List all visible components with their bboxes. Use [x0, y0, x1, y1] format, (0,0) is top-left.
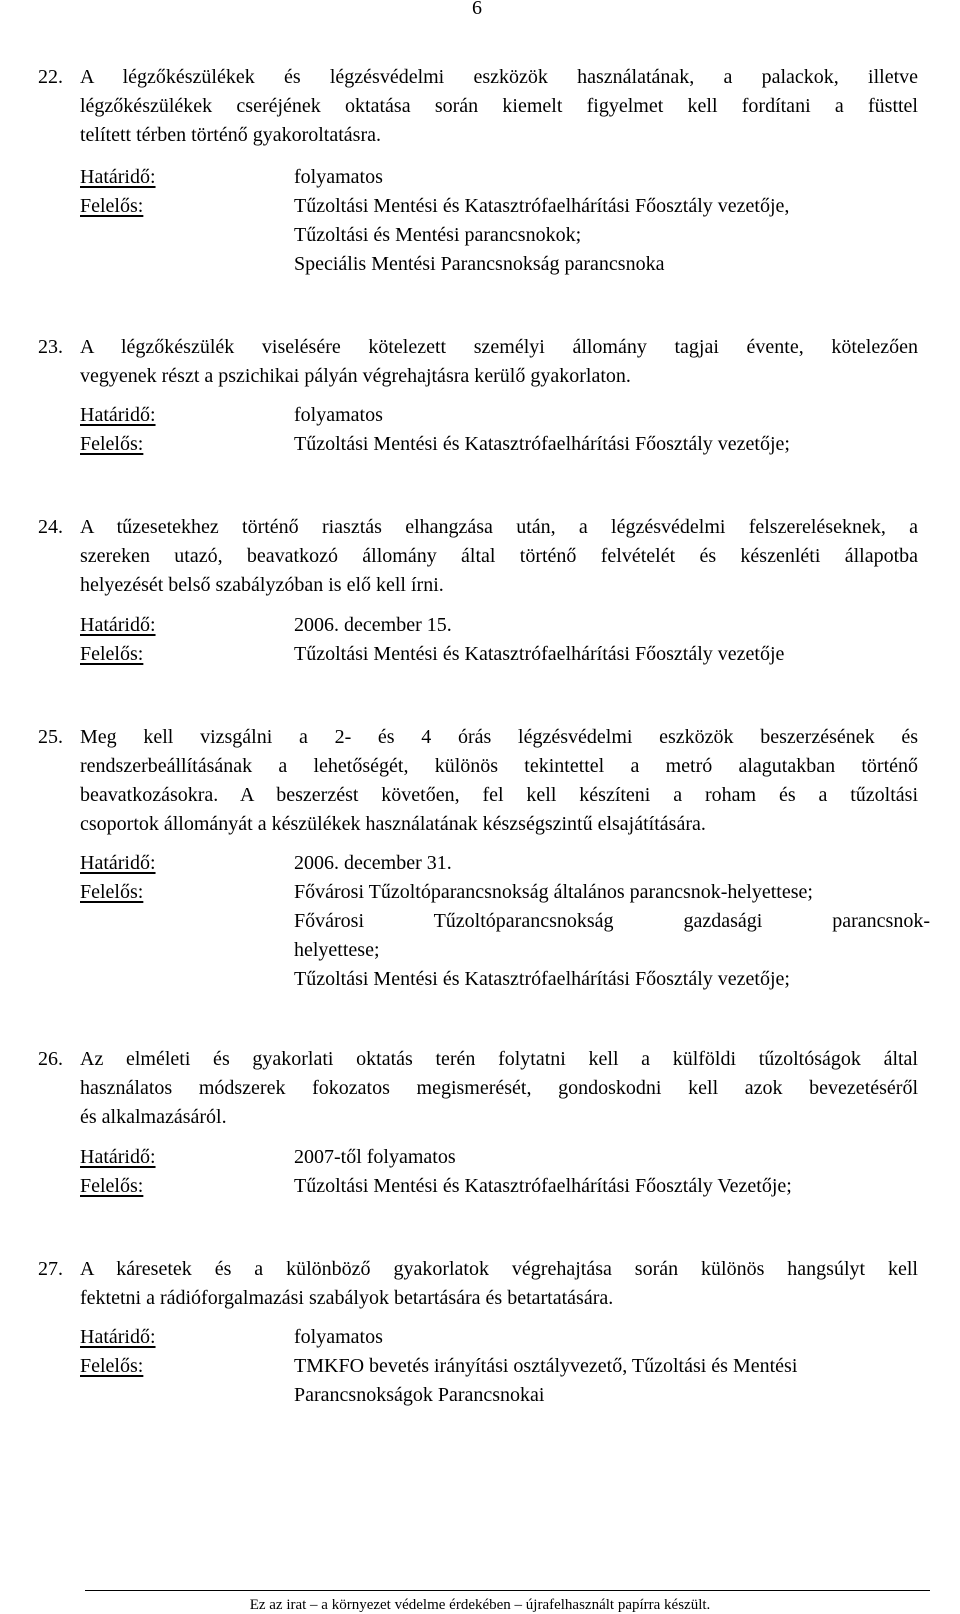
responsible-value — [294, 1352, 930, 1410]
item-meta-25 — [80, 849, 930, 994]
deadline-value: folyamatos — [294, 1326, 383, 1348]
deadline-label: Határidő: — [80, 166, 156, 188]
item-line: légzőkészülékek cseréjének oktatása során kiemelt figyelmet kell fordítani a füsttel — [80, 95, 918, 117]
item-line: rendszerbeállításának a lehetőségét, különös tekintettel a metró alagutakban történő — [80, 755, 918, 777]
item-meta-26 — [80, 1143, 930, 1201]
deadline-row — [80, 611, 930, 640]
responsible-row — [80, 640, 930, 669]
responsible-line: TMKFO bevetés irányítási osztályvezető, Tűzoltási és Mentési — [294, 1355, 798, 1377]
responsible-line: Tűzoltási Mentési és Katasztrófaelhárítási Főosztály vezetője; — [294, 433, 790, 455]
responsible-row — [80, 1352, 930, 1410]
deadline-row — [80, 401, 930, 430]
responsible-value — [294, 640, 930, 669]
footer-note: Ez az irat – a környezet védelme érdekében – újrafelhasznált papírra készült. — [249, 1597, 711, 1613]
item-line: és alkalmazásáról. — [80, 1106, 227, 1128]
responsible-value — [294, 192, 930, 279]
item-meta-22 — [80, 163, 930, 279]
deadline-label: Határidő: — [80, 852, 156, 874]
list-item-23 — [38, 333, 918, 391]
item-line: beavatkozásokra. A beszerzést követően, fel kell készíteni a roham és a tűzoltási — [80, 784, 918, 806]
deadline-value: 2006. december 31. — [294, 852, 452, 874]
item-line: használatos módszerek fokozatos megismerését, gondoskodni kell azok bevezetéséről — [80, 1077, 918, 1099]
deadline-row — [80, 1143, 930, 1172]
item-line: telített térben történő gyakoroltatásra. — [80, 124, 381, 146]
responsible-value — [294, 878, 930, 994]
item-line: A légzőkészülékek és légzésvédelmi eszközök használatának, a palackok, illetve — [80, 66, 918, 88]
item-text — [80, 723, 918, 839]
list-item-26 — [38, 1045, 918, 1132]
responsible-label: Felelős: — [80, 881, 144, 903]
list-item-27 — [38, 1255, 918, 1313]
responsible-label: Felelős: — [80, 195, 144, 217]
responsible-line: Tűzoltási Mentési és Katasztrófaelhárítási Főosztály vezetője; — [294, 968, 790, 990]
item-line: A káresetek és a különböző gyakorlatok végrehajtása során különös hangsúlyt kell — [80, 1258, 918, 1280]
responsible-line: Fővárosi Tűzoltóparancsnokság gazdasági parancsnok- — [294, 910, 930, 932]
item-text — [80, 513, 918, 600]
item-meta-27 — [80, 1323, 930, 1410]
item-line: vegyenek részt a pszichikai pályán végrehajtásra kerülő gyakorlaton. — [80, 365, 631, 387]
deadline-label: Határidő: — [80, 614, 156, 636]
deadline-value: folyamatos — [294, 404, 383, 426]
item-number: 26. — [38, 1048, 63, 1070]
responsible-value — [294, 430, 930, 459]
responsible-label: Felelős: — [80, 433, 144, 455]
list-item-24 — [38, 513, 918, 600]
item-line: A tűzesetekhez történő riasztás elhangzása után, a légzésvédelmi felszereléseknek, a — [80, 516, 918, 538]
item-text — [80, 1255, 918, 1313]
item-line: helyezését belső szabályzóban is elő kell írni. — [80, 574, 444, 596]
responsible-line: Speciális Mentési Parancsnokság parancsnoka — [294, 253, 665, 275]
responsible-label: Felelős: — [80, 1355, 144, 1377]
item-meta-24 — [80, 611, 930, 669]
responsible-value — [294, 1172, 930, 1201]
responsible-line: Tűzoltási Mentési és Katasztrófaelhárítási Főosztály vezetője — [294, 643, 785, 665]
list-item-25 — [38, 723, 918, 839]
item-text — [80, 1045, 918, 1132]
item-meta-23 — [80, 401, 930, 459]
item-line: Az elméleti és gyakorlati oktatás terén folytatni kell a külföldi tűzoltóságok által — [80, 1048, 918, 1070]
item-line: A légzőkészülék viselésére kötelezett személyi állomány tagjai évente, kötelezően — [80, 336, 918, 358]
item-number: 23. — [38, 336, 63, 358]
responsible-row — [80, 430, 930, 459]
deadline-value: 2007-től folyamatos — [294, 1146, 456, 1168]
item-line: Meg kell vizsgálni a 2- és 4 órás légzésvédelmi eszközök beszerzésének és — [80, 726, 918, 748]
item-number: 24. — [38, 516, 63, 538]
responsible-line: Parancsnokságok Parancsnokai — [294, 1384, 545, 1406]
page-number: 6 — [472, 0, 482, 19]
responsible-line: Tűzoltási és Mentési parancsnokok; — [294, 224, 582, 246]
item-line: szereken utazó, beavatkozó állomány által történő felvételét és készenléti állapotba — [80, 545, 918, 567]
list-item-22 — [38, 63, 918, 150]
responsible-row — [80, 878, 930, 994]
item-line: csoportok állományát a készülékek használatának készségszintű elsajátítására. — [80, 813, 706, 835]
deadline-label: Határidő: — [80, 1146, 156, 1168]
deadline-row — [80, 1323, 930, 1352]
responsible-line: Tűzoltási Mentési és Katasztrófaelhárítási Főosztály vezetője, — [294, 195, 790, 217]
responsible-row — [80, 192, 930, 279]
deadline-value: 2006. december 15. — [294, 614, 452, 636]
item-number: 27. — [38, 1258, 63, 1280]
item-number: 22. — [38, 66, 63, 88]
item-number: 25. — [38, 726, 63, 748]
item-text — [80, 63, 918, 150]
deadline-row — [80, 163, 930, 192]
item-text — [80, 333, 918, 391]
responsible-label: Felelős: — [80, 1175, 144, 1197]
footer-divider — [85, 1590, 930, 1591]
responsible-line: Fővárosi Tűzoltóparancsnokság általános parancsnok-helyettese; — [294, 881, 813, 903]
deadline-row — [80, 849, 930, 878]
deadline-label: Határidő: — [80, 404, 156, 426]
responsible-line: helyettese; — [294, 939, 380, 961]
responsible-label: Felelős: — [80, 643, 144, 665]
item-line: fektetni a rádióforgalmazási szabályok betartására és betartatására. — [80, 1287, 614, 1309]
responsible-line: Tűzoltási Mentési és Katasztrófaelhárítási Főosztály Vezetője; — [294, 1175, 792, 1197]
deadline-value: folyamatos — [294, 166, 383, 188]
deadline-label: Határidő: — [80, 1326, 156, 1348]
responsible-row — [80, 1172, 930, 1201]
